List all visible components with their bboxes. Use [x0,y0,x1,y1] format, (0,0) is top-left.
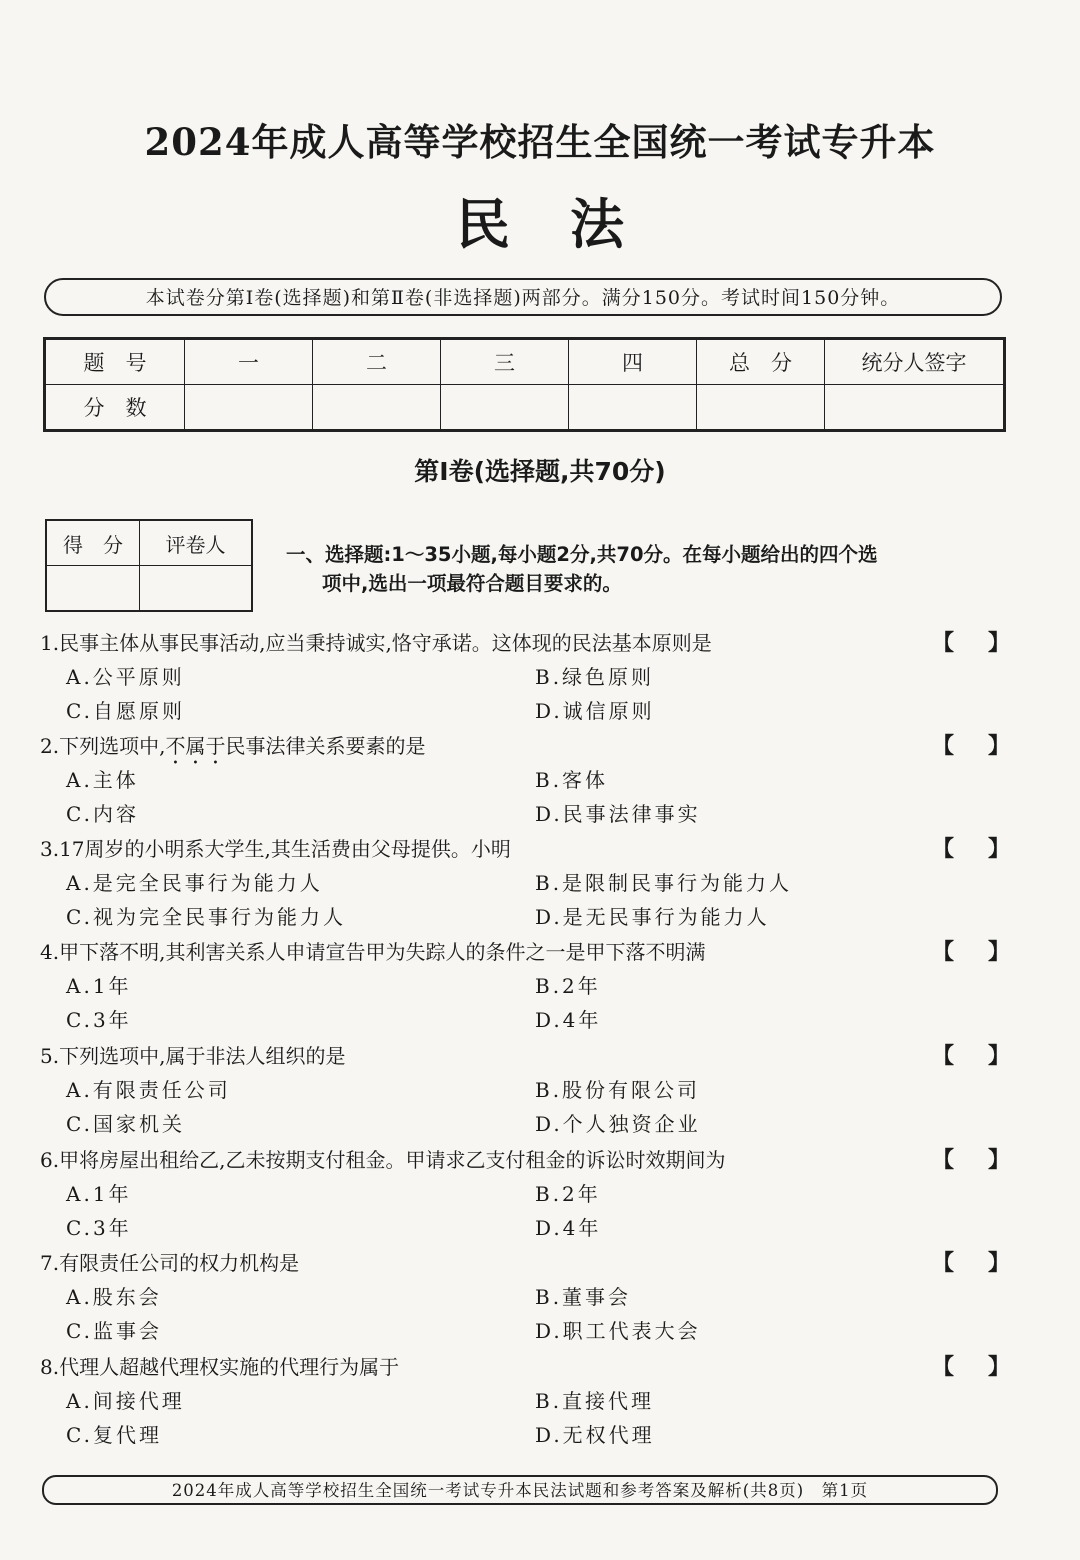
option-a: A.主体 [66,768,139,792]
subject-title: 民法 [456,192,684,256]
option-a: A.1年 [66,974,132,998]
grader-table [45,519,253,612]
option-row [40,1107,1010,1141]
option-c: C.视为完全民事行为能力人 [66,905,346,929]
question-text: 6.甲将房屋出租给乙,乙未按期支付租金。甲请求乙支付租金的诉讼时效期间为 [40,1148,726,1172]
part1-heading: 第Ⅰ卷(选择题,共70分) [414,457,666,486]
answer-bracket: 【】 [931,1043,1044,1069]
score-cell-blank [313,385,441,431]
grader-name-label: 评卷人 [140,520,253,566]
question-stem [40,626,1044,660]
option-d: D.诚信原则 [535,699,655,723]
instruction-line: 一、选择题:1～35小题,每小题2分,共70分。在每小题给出的四个选 [286,543,878,566]
option-row [40,1418,1010,1452]
question-text-emphasis: 不属于 [165,734,226,758]
score-table-header-row [45,339,1005,385]
option-d: D.职工代表大会 [535,1319,701,1343]
option-row [40,1314,1010,1348]
option-row [40,866,1010,900]
question-5 [40,1039,1044,1141]
option-c: C.国家机关 [66,1112,185,1136]
question-text: 8.代理人超越代理权实施的代理行为属于 [40,1355,400,1379]
instruction-line: 项中,选出一项最符合题目要求的。 [322,572,622,595]
option-row [40,900,1010,934]
section-instruction [286,540,1006,598]
option-a: A.间接代理 [66,1389,185,1413]
option-row [40,1384,1010,1418]
option-b: B.董事会 [535,1285,632,1309]
question-stem [40,1246,1044,1280]
answer-bracket: 【】 [931,836,1044,862]
option-d: D.4年 [535,1216,602,1240]
option-row [40,1177,1010,1211]
option-row [40,1073,1010,1107]
answer-bracket: 【】 [931,1147,1044,1173]
question-1 [40,626,1044,728]
option-row [40,694,1010,728]
option-c: C.复代理 [66,1423,162,1447]
option-row [40,1003,1010,1037]
score-cell-blank [569,385,697,431]
option-b: B.股份有限公司 [535,1078,701,1102]
option-a: A.是完全民事行为能力人 [66,871,323,895]
question-stem [40,1039,1044,1073]
option-row [40,1211,1010,1245]
grader-name-blank [140,566,253,612]
question-4 [40,935,1044,1037]
option-row [40,969,1010,1003]
option-a: A.股东会 [66,1285,162,1309]
score-table-cell: 三 [441,339,569,385]
page-footer: 2024年成人高等学校招生全国统一考试专升本民法试题和参考答案及解析(共8页) 第1页 [42,1475,998,1505]
grader-score-blank [46,566,140,612]
score-table [43,337,1006,432]
option-row [40,660,1010,694]
answer-bracket: 【】 [931,939,1044,965]
question-7 [40,1246,1044,1348]
answer-bracket: 【】 [931,1250,1044,1276]
question-text: 5.下列选项中,属于非法人组织的是 [40,1044,346,1068]
option-a: A.有限责任公司 [66,1078,231,1102]
question-text: 1.民事主体从事民事活动,应当秉持诚实,恪守承诺。这体现的民法基本原则是 [40,631,712,655]
score-table-cell: 总 分 [697,339,825,385]
question-stem [40,729,1044,763]
score-table-cell: 四 [569,339,697,385]
question-8 [40,1350,1044,1452]
question-text-post: 民事法律关系要素的是 [225,734,426,758]
option-d: D.是无民事行为能力人 [535,905,770,929]
question-stem [40,832,1044,866]
question-stem [40,1350,1044,1384]
answer-bracket: 【】 [931,1354,1044,1380]
grader-score-label: 得 分 [46,520,140,566]
option-d: D.无权代理 [535,1423,655,1447]
answer-bracket: 【】 [931,733,1044,759]
option-row [40,763,1010,797]
option-b: B.绿色原则 [535,665,655,689]
option-d: D.个人独资企业 [535,1112,701,1136]
question-stem [40,1143,1044,1177]
option-b: B.客体 [535,768,609,792]
question-text-pre: 2.下列选项中, [40,734,166,758]
score-table-score-row [45,385,1005,431]
score-cell-blank [441,385,569,431]
exam-title: 2024年成人高等学校招生全国统一考试专升本 [144,120,936,164]
answer-bracket: 【】 [931,630,1044,656]
score-table-cell: 统分人签字 [825,339,1005,385]
score-table-cell: 题 号 [45,339,185,385]
option-b: B.2年 [535,1182,601,1206]
option-c: C.自愿原则 [66,699,185,723]
question-text: 7.有限责任公司的权力机构是 [40,1251,300,1275]
option-c: C.3年 [66,1008,132,1032]
question-6 [40,1143,1044,1245]
option-c: C.监事会 [66,1319,162,1343]
option-row [40,797,1010,831]
question-3 [40,832,1044,934]
score-cell-blank [185,385,313,431]
question-text: 4.甲下落不明,其利害关系人申请宣告甲为失踪人的条件之一是甲下落不明满 [40,940,706,964]
option-d: D.民事法律事实 [535,802,701,826]
score-table-cell: 二 [313,339,441,385]
option-c: C.3年 [66,1216,132,1240]
question-2 [40,729,1044,831]
score-table-cell: 一 [185,339,313,385]
option-b: B.2年 [535,974,601,998]
option-a: A.公平原则 [66,665,185,689]
exam-notice: 本试卷分第Ⅰ卷(选择题)和第Ⅱ卷(非选择题)两部分。满分150分。考试时间150分钟。 [44,278,1002,316]
option-b: B.直接代理 [535,1389,655,1413]
score-cell-blank [697,385,825,431]
question-stem [40,935,1044,969]
score-table-cell: 分 数 [45,385,185,431]
option-row [40,1280,1010,1314]
option-b: B.是限制民事行为能力人 [535,871,793,895]
score-cell-blank [825,385,1005,431]
option-a: A.1年 [66,1182,132,1206]
question-text: 3.17周岁的小明系大学生,其生活费由父母提供。小明 [40,837,511,861]
option-c: C.内容 [66,802,139,826]
option-d: D.4年 [535,1008,602,1032]
